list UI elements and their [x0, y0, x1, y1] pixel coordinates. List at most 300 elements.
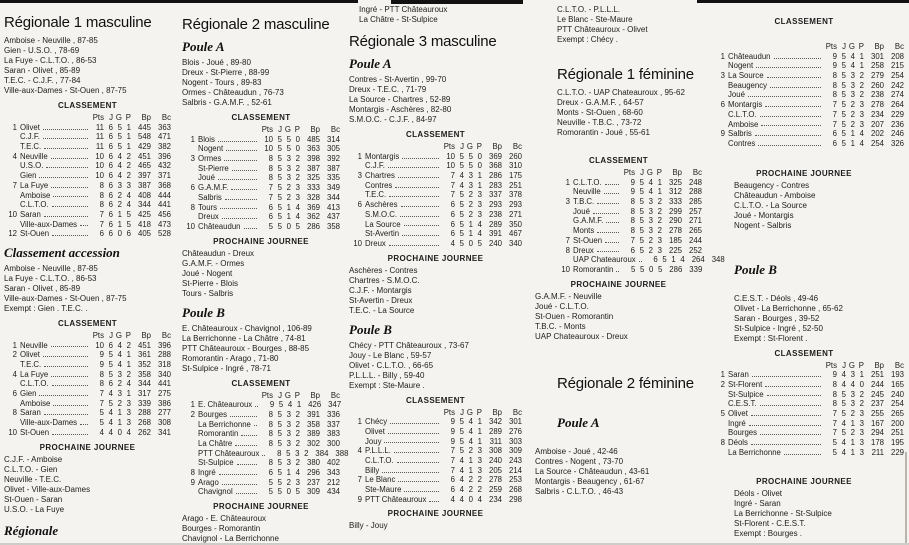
points-against: 344	[326, 192, 340, 202]
losses: 1	[126, 122, 131, 132]
losses: 1	[126, 132, 131, 142]
wins: 3	[850, 90, 855, 100]
team-name: Chécy	[365, 417, 388, 427]
team-name: Olivet	[728, 409, 748, 418]
points: 5	[832, 447, 837, 457]
losses: 4	[126, 200, 131, 210]
classement-table	[557, 168, 725, 275]
points: 6	[832, 129, 837, 139]
team-name: Joué	[573, 206, 590, 216]
result-line: T.E.C. - C.J.F. , 77-84	[4, 76, 81, 85]
classement-row	[182, 429, 340, 439]
points: 8	[268, 439, 273, 448]
games-played: 5	[639, 177, 644, 187]
wins: 3	[468, 180, 473, 190]
team-name: Saran	[728, 370, 749, 380]
wins: 3	[850, 71, 855, 81]
leader-dots	[604, 193, 619, 194]
points: 5	[268, 221, 273, 231]
result-line: Exempt : Chécy .	[557, 35, 618, 44]
leader-dots	[51, 346, 88, 347]
points: 9	[450, 417, 455, 427]
wins: 2	[468, 209, 473, 219]
losses: 0	[477, 151, 482, 161]
losses: 2	[657, 197, 662, 207]
classement-row	[4, 389, 171, 399]
team-name: C.L.T.O.	[573, 177, 602, 187]
classement-row	[182, 183, 340, 193]
points-for: 380	[306, 458, 320, 468]
col-header-bp: Bp	[672, 168, 682, 177]
points: 9	[269, 400, 275, 410]
games-played: 4	[841, 418, 846, 428]
games-played: 5	[841, 389, 846, 399]
points-for: 548	[137, 132, 151, 142]
points-for: 408	[137, 190, 151, 200]
games-played: 4	[459, 494, 464, 504]
points-against: 193	[890, 370, 904, 380]
wins: 1	[286, 212, 291, 222]
points: 11	[95, 142, 104, 152]
games-played: 5	[277, 183, 282, 193]
classement-heading: CLASSEMENT	[588, 156, 649, 165]
points-against: 285	[688, 197, 702, 207]
team-name: P.L.L.L.	[365, 446, 391, 456]
result-line: Ville-aux-Dames - St-Ouen , 87-75	[4, 293, 127, 303]
classement-row	[4, 229, 171, 239]
leader-dots	[767, 77, 821, 78]
points: 7	[832, 409, 837, 418]
classement-table	[182, 390, 349, 498]
points-for: 352	[137, 360, 151, 369]
team-name: C.L.T.O.	[365, 456, 394, 465]
points-against: 251	[890, 428, 904, 438]
team-name: Neuville	[573, 187, 601, 197]
leader-dots	[388, 433, 439, 434]
rank: 1	[190, 400, 195, 410]
leader-dots	[237, 464, 257, 465]
classement-header	[182, 125, 340, 135]
classement-row	[712, 71, 904, 81]
classement-table	[712, 361, 904, 458]
points-against: 264	[890, 100, 904, 110]
result-line: T.E.C. - La Source	[349, 305, 415, 315]
rank: 6	[190, 183, 195, 193]
wins: 4	[117, 151, 122, 161]
points-against: 309	[508, 446, 522, 456]
losses: 2	[859, 80, 864, 90]
col-header-pts: Pts	[92, 113, 104, 122]
classement-row	[557, 236, 702, 246]
points-for: 288	[137, 408, 151, 418]
points-against: 386	[157, 398, 171, 408]
rank: 10	[8, 209, 17, 219]
games-played: 5	[277, 458, 282, 468]
points: 7	[630, 235, 635, 245]
team-name: Olivet	[20, 122, 40, 132]
points: 8	[630, 226, 635, 236]
losses: 3	[477, 446, 482, 456]
classement-row	[4, 123, 171, 133]
classement-row	[557, 255, 725, 265]
classement-row	[4, 370, 171, 380]
leader-dots	[749, 425, 821, 426]
leader-dots	[639, 261, 642, 262]
points-against: 326	[890, 138, 904, 148]
wins: 2	[117, 190, 122, 200]
team-name: La Source	[728, 71, 764, 81]
points-against: 293	[508, 200, 522, 210]
col-header-bp: Bp	[874, 42, 884, 51]
points-against: 244	[688, 235, 702, 245]
leader-dots	[751, 415, 821, 416]
wins: 3	[286, 163, 291, 173]
result-line: Nogent - Salbris	[734, 220, 792, 230]
points-for: 264	[691, 255, 705, 265]
team-name: La Source	[365, 219, 401, 229]
col-header-j: J	[460, 407, 464, 417]
leader-dots	[254, 425, 257, 426]
games-played: 5	[277, 487, 282, 497]
points-for: 238	[488, 209, 502, 219]
result-line: La Fuye - C.L.T.O. , 86-53	[4, 56, 97, 65]
points-against: 301	[508, 417, 522, 427]
points-against: 335	[326, 173, 340, 183]
games-played: 5	[459, 219, 464, 229]
col-header-bc: Bc	[692, 168, 702, 177]
result-line: Montargis - Beaugency , 61-67	[535, 476, 645, 486]
points-against: 271	[688, 216, 702, 226]
losses: 1	[477, 171, 482, 181]
losses: 2	[657, 206, 662, 216]
classement-row	[712, 52, 904, 62]
classement-table	[349, 142, 522, 249]
points-for: 425	[137, 209, 151, 219]
results-list	[4, 36, 171, 96]
subsection-heading: Poule A	[349, 56, 392, 71]
games-played: 5	[277, 134, 282, 144]
points-against: 254	[890, 399, 904, 409]
classement-row	[557, 216, 702, 226]
result-line: Exempt : Gien . T.E.C. .	[4, 303, 88, 313]
classement-header	[349, 142, 522, 152]
leader-dots	[80, 424, 88, 425]
points-for: 283	[488, 180, 502, 190]
points: 7	[832, 100, 837, 110]
points-against: 271	[508, 209, 522, 219]
team-name: Dreux	[365, 238, 386, 248]
leader-dots	[767, 395, 821, 396]
results-list	[182, 249, 340, 299]
losses: 4	[859, 129, 864, 139]
team-name: La Châtre	[198, 439, 233, 448]
rank: 9	[720, 129, 725, 139]
classement-row	[182, 193, 340, 203]
leader-dots	[226, 150, 257, 151]
classement-row	[349, 200, 522, 210]
points: 9	[832, 370, 837, 380]
rank: 7	[357, 475, 362, 485]
spacer	[535, 46, 702, 58]
col-header-pts: Pts	[825, 42, 837, 51]
classement-row	[349, 220, 522, 230]
classement-heading: CLASSEMENT	[231, 113, 291, 122]
wins: 3	[468, 171, 473, 181]
team-name: Blois	[198, 134, 215, 144]
rank: 1	[357, 417, 362, 427]
points-against: 208	[890, 51, 904, 61]
points: 8	[630, 206, 635, 216]
games-played: 5	[277, 429, 282, 439]
classement-row	[557, 197, 702, 207]
points-against: 275	[157, 389, 171, 399]
classement-row	[182, 410, 340, 420]
points-against: 349	[326, 183, 340, 193]
points-for: 254	[870, 138, 884, 148]
rank: 3	[357, 171, 362, 181]
points-against: 467	[508, 229, 522, 239]
result-line: E. Châteauroux - Chavignol , 106-89	[182, 323, 312, 333]
classement-row	[182, 448, 349, 459]
losses: 4	[295, 212, 300, 222]
col-header-bp: Bp	[141, 113, 151, 122]
points: 6	[450, 475, 455, 485]
games-played: 5	[459, 446, 464, 456]
leader-dots	[230, 416, 257, 417]
losses: 2	[295, 154, 300, 164]
leader-dots	[80, 225, 88, 226]
points-against: 212	[326, 477, 340, 487]
leader-dots	[597, 203, 619, 204]
points-against: 340	[508, 238, 522, 248]
result-line: PTT Châteauroux - Olivet	[557, 25, 648, 34]
team-name: Châteaudun	[728, 51, 771, 61]
points-against: 343	[326, 468, 340, 478]
points-against: 200	[890, 418, 904, 428]
team-name: St-Florent	[728, 379, 763, 389]
wins: 1	[468, 229, 473, 239]
classement-row	[712, 81, 904, 91]
wins: 1	[850, 447, 855, 457]
points-for: 361	[137, 350, 151, 360]
col-header-pts: Pts	[261, 125, 273, 134]
games-played: 5	[277, 468, 282, 478]
leader-dots	[389, 245, 439, 246]
points: 8	[268, 409, 273, 419]
classement-row	[349, 446, 522, 456]
games-played: 5	[639, 235, 644, 245]
results-list	[4, 455, 171, 515]
col-header-j: J	[842, 360, 846, 370]
losses: 3	[477, 209, 482, 219]
games-played: 5	[108, 398, 113, 408]
leader-dots	[765, 386, 821, 387]
points-for: 333	[306, 183, 320, 193]
classement-row	[349, 417, 522, 427]
leader-dots	[755, 135, 821, 136]
points: 8	[268, 173, 273, 183]
points: 8	[832, 399, 837, 409]
classement-row	[349, 437, 522, 447]
losses: 5	[126, 209, 131, 219]
points-for: 397	[137, 171, 151, 181]
col-header-bc: Bc	[330, 125, 340, 134]
classement-table	[182, 125, 340, 232]
leader-dots	[220, 208, 257, 209]
points-against: 265	[688, 226, 702, 236]
losses: 1	[859, 370, 864, 380]
points: 8	[268, 163, 273, 173]
points: 7	[450, 446, 455, 456]
points: 8	[99, 200, 104, 210]
points: 6	[630, 245, 635, 255]
points-against: 305	[326, 144, 340, 154]
points: 7	[832, 418, 837, 428]
losses: 3	[126, 398, 131, 408]
games-played: 6	[108, 142, 113, 152]
losses: 1	[477, 180, 482, 190]
losses: 2	[295, 419, 300, 429]
classement-row	[712, 390, 904, 400]
losses: 1	[657, 187, 662, 197]
subsection-heading: Poule A	[182, 39, 225, 54]
col-header-g: G	[646, 168, 653, 177]
col-header-g: G	[466, 407, 473, 417]
rank: 2	[190, 409, 195, 419]
result-line: C.J.F. - Amboise	[4, 454, 63, 464]
team-name: T.E.C.	[365, 190, 387, 200]
points-for: 255	[870, 409, 884, 418]
losses: 0	[859, 379, 864, 389]
col-header-g: G	[284, 125, 291, 134]
losses: 3	[295, 192, 300, 202]
classement-row	[4, 341, 171, 351]
rank: 1	[190, 134, 195, 144]
wins: 3	[286, 429, 291, 439]
wins: 3	[648, 197, 653, 207]
classement-row	[4, 161, 171, 171]
league-heading: Régionale 1 féminine	[557, 66, 694, 83]
leader-dots	[219, 474, 257, 475]
col-header-g: G	[115, 330, 122, 340]
games-played: 5	[277, 212, 282, 222]
points-against: 371	[157, 171, 171, 181]
classement-row	[4, 418, 171, 428]
team-name: Ingré	[728, 418, 746, 428]
wins: 3	[286, 439, 291, 448]
result-line: Tours - Salbris	[182, 288, 234, 298]
team-name: Neuville	[20, 151, 48, 161]
rank: 1	[357, 151, 362, 161]
games-played: 4	[841, 438, 846, 448]
team-name: U.S.O.	[20, 161, 44, 171]
team-name: Déols	[728, 438, 748, 448]
games-played: 4	[459, 465, 464, 475]
games-played: 5	[841, 129, 846, 139]
leader-dots	[224, 160, 257, 161]
losses: 3	[859, 409, 864, 418]
losses: 4	[126, 379, 131, 389]
team-name: La Berrichonne	[198, 419, 251, 429]
rank: 1	[12, 122, 17, 132]
col-header-p: P	[294, 125, 300, 134]
team-name: La Fuye	[20, 180, 49, 190]
losses: 2	[859, 389, 864, 399]
result-line: G.A.M.F. - Ormes	[182, 258, 245, 268]
games-played: 5	[639, 197, 644, 207]
team-name: St-Sulpice	[728, 389, 764, 399]
points: 8	[268, 458, 273, 468]
result-line: St-Ouen - Saran	[4, 494, 63, 504]
result-line: Saran - Olivet , 85-89	[4, 66, 81, 75]
points: 10	[264, 134, 273, 144]
points-against: 288	[688, 187, 702, 197]
team-name: Ville-aux-Dames	[20, 219, 78, 229]
col-header-g: G	[848, 360, 855, 370]
rank: 2	[720, 379, 725, 389]
classement-row	[4, 210, 171, 220]
points: 7	[99, 398, 104, 408]
results-list	[359, 5, 522, 25]
rank: 1	[565, 177, 570, 187]
games-played: 6	[108, 229, 113, 239]
wins: 3	[286, 173, 291, 183]
wins: 2	[850, 100, 855, 110]
result-line: U.S.O. - La Fuye	[4, 504, 65, 514]
subsection-heading: Poule A	[557, 414, 600, 430]
team-name: Montargis	[728, 100, 763, 110]
result-line: Salbris - C.L.T.O. , 46-43	[535, 486, 624, 496]
leader-dots	[758, 145, 821, 146]
result-line: Saran - Olivet , 85-89	[4, 283, 81, 293]
points-against: 175	[508, 171, 522, 181]
result-line: Ingré - PTT Châteauroux	[359, 5, 448, 14]
points-for: 293	[488, 200, 502, 210]
points-for: 418	[137, 219, 151, 229]
leader-dots	[404, 225, 439, 226]
classement-row	[4, 350, 171, 360]
points-for: 286	[306, 221, 320, 231]
points: 8	[832, 379, 837, 389]
points-for: 358	[306, 419, 320, 429]
wins: 4	[850, 61, 855, 71]
wins: 1	[468, 465, 473, 475]
points: 8	[99, 190, 104, 200]
team-name: Le Blanc	[365, 475, 396, 485]
points-against: 246	[890, 129, 904, 139]
leader-dots	[51, 187, 88, 188]
classement-row	[712, 419, 904, 429]
spacer	[535, 397, 702, 409]
points: 8	[268, 154, 273, 164]
points-for: 485	[306, 134, 320, 144]
result-line: Romorantin - Joué , 55-61	[557, 128, 650, 137]
result-line: Amboise - Neuville , 87-85	[4, 36, 98, 45]
points: 6	[450, 229, 455, 239]
points-for: 344	[137, 379, 151, 389]
wins: 2	[850, 119, 855, 129]
classement-row	[182, 203, 340, 213]
points-against: 254	[890, 71, 904, 81]
prochaine-journee-heading: PROCHAINE JOURNEE	[213, 236, 309, 246]
games-played: 5	[841, 119, 846, 129]
result-line: Saran - Bourges , 39-52	[734, 313, 820, 323]
result-line: C.L.T.O. - P.L.L.L.	[557, 5, 620, 14]
team-name: S.M.O.C.	[365, 209, 398, 219]
leader-dots	[222, 218, 257, 219]
classement-table	[349, 408, 522, 505]
leader-dots	[784, 454, 821, 455]
